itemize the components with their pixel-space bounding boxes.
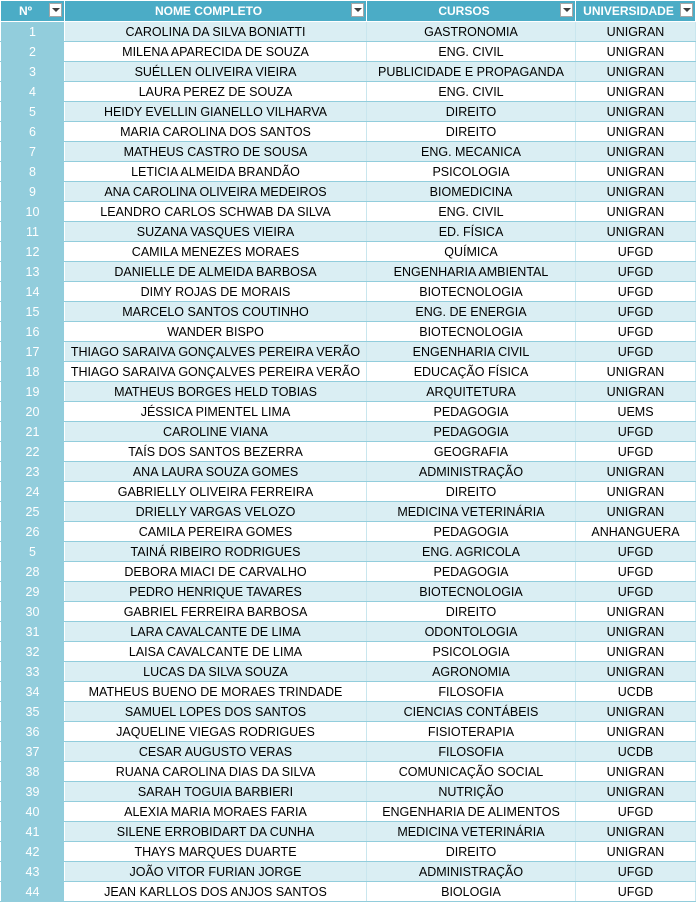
course-cell[interactable]: ADMINISTRAÇÃO: [367, 462, 576, 482]
row-number-cell[interactable]: 22: [1, 442, 65, 462]
row-number-cell[interactable]: 11: [1, 222, 65, 242]
row-number-cell[interactable]: 37: [1, 742, 65, 762]
university-cell[interactable]: UNIGRAN: [576, 382, 696, 402]
name-cell[interactable]: DEBORA MIACI DE CARVALHO: [65, 562, 367, 582]
university-cell[interactable]: UNIGRAN: [576, 762, 696, 782]
course-cell[interactable]: ENG. CIVIL: [367, 202, 576, 222]
university-cell[interactable]: UNIGRAN: [576, 102, 696, 122]
row-number-cell[interactable]: 1: [1, 22, 65, 42]
row-number-cell[interactable]: 31: [1, 622, 65, 642]
university-cell[interactable]: UNIGRAN: [576, 42, 696, 62]
filter-dropdown-icon[interactable]: [351, 3, 364, 17]
row-number-cell[interactable]: 26: [1, 522, 65, 542]
table-row: [1, 662, 696, 682]
name-cell[interactable]: MARIA CAROLINA DOS SANTOS: [65, 122, 367, 142]
table-row: [1, 102, 696, 122]
row-number-cell[interactable]: 23: [1, 462, 65, 482]
row-number-cell[interactable]: 5: [1, 542, 65, 562]
row-number-cell[interactable]: 15: [1, 302, 65, 322]
course-cell[interactable]: ED. FÍSICA: [367, 222, 576, 242]
filter-dropdown-icon[interactable]: [560, 3, 573, 17]
row-number-cell[interactable]: 24: [1, 482, 65, 502]
row-number-cell[interactable]: 28: [1, 562, 65, 582]
row-number-cell[interactable]: 6: [1, 122, 65, 142]
table-row: [1, 882, 696, 902]
name-cell[interactable]: PEDRO HENRIQUE TAVARES: [65, 582, 367, 602]
row-number-cell[interactable]: 32: [1, 642, 65, 662]
course-cell[interactable]: ENGENHARIA CIVIL: [367, 342, 576, 362]
course-cell[interactable]: ENG. MECANICA: [367, 142, 576, 162]
header-row: [1, 1, 696, 22]
name-cell[interactable]: ANA LAURA SOUZA GOMES: [65, 462, 367, 482]
name-cell[interactable]: SUÉLLEN OLIVEIRA VIEIRA: [65, 62, 367, 82]
university-cell[interactable]: UNIGRAN: [576, 602, 696, 622]
name-cell[interactable]: MILENA APARECIDA DE SOUZA: [65, 42, 367, 62]
university-cell[interactable]: UNIGRAN: [576, 842, 696, 862]
name-cell[interactable]: JAQUELINE VIEGAS RODRIGUES: [65, 722, 367, 742]
course-cell[interactable]: FILOSOFIA: [367, 682, 576, 702]
table-row: [1, 522, 696, 542]
table-row: [1, 122, 696, 142]
row-number-cell[interactable]: 30: [1, 602, 65, 622]
table-row: [1, 582, 696, 602]
row-number-cell[interactable]: 18: [1, 362, 65, 382]
name-cell[interactable]: WANDER BISPO: [65, 322, 367, 342]
table-row: [1, 382, 696, 402]
column-header-label: NOME COMPLETO: [154, 4, 263, 18]
name-cell[interactable]: JOÃO VITOR FURIAN JORGE: [65, 862, 367, 882]
university-cell[interactable]: UFGD: [576, 582, 696, 602]
university-cell[interactable]: UNIGRAN: [576, 62, 696, 82]
column-header-university: [576, 1, 696, 22]
university-cell[interactable]: UNIGRAN: [576, 622, 696, 642]
course-cell[interactable]: ENGENHARIA DE ALIMENTOS: [367, 802, 576, 822]
table-row: [1, 722, 696, 742]
table-row: [1, 62, 696, 82]
course-cell[interactable]: BIOTECNOLOGIA: [367, 322, 576, 342]
table-row: [1, 702, 696, 722]
course-cell[interactable]: PUBLICIDADE E PROPAGANDA: [367, 62, 576, 82]
table-row: [1, 82, 696, 102]
row-number-cell[interactable]: 38: [1, 762, 65, 782]
university-cell[interactable]: UNIGRAN: [576, 642, 696, 662]
table-row: [1, 42, 696, 62]
university-cell[interactable]: UNIGRAN: [576, 22, 696, 42]
university-cell[interactable]: UFGD: [576, 322, 696, 342]
row-number-cell[interactable]: 29: [1, 582, 65, 602]
row-number-cell[interactable]: 25: [1, 502, 65, 522]
filter-dropdown-icon[interactable]: [49, 3, 62, 17]
row-number-cell[interactable]: 17: [1, 342, 65, 362]
name-cell[interactable]: CAMILA MENEZES MORAES: [65, 242, 367, 262]
course-cell[interactable]: ENG. CIVIL: [367, 82, 576, 102]
name-cell[interactable]: MATHEUS BUENO DE MORAES TRINDADE: [65, 682, 367, 702]
row-number-cell[interactable]: 4: [1, 82, 65, 102]
table-row: [1, 282, 696, 302]
name-cell[interactable]: CAROLINA DA SILVA BONIATTI: [65, 22, 367, 42]
table-row: [1, 542, 696, 562]
table-row: [1, 162, 696, 182]
table-row: [1, 342, 696, 362]
name-cell[interactable]: SILENE ERROBIDART DA CUNHA: [65, 822, 367, 842]
row-number-cell[interactable]: 40: [1, 802, 65, 822]
table-row: [1, 782, 696, 802]
row-number-cell[interactable]: 10: [1, 202, 65, 222]
name-cell[interactable]: LEANDRO CARLOS SCHWAB DA SILVA: [65, 202, 367, 222]
course-cell[interactable]: MEDICINA VETERINÁRIA: [367, 502, 576, 522]
university-cell[interactable]: UNIGRAN: [576, 362, 696, 382]
name-cell[interactable]: LUCAS DA SILVA SOUZA: [65, 662, 367, 682]
course-cell[interactable]: PEDAGOGIA: [367, 522, 576, 542]
table-row: [1, 602, 696, 622]
table-row: [1, 482, 696, 502]
university-cell[interactable]: UFGD: [576, 562, 696, 582]
university-cell[interactable]: UFGD: [576, 882, 696, 902]
university-cell[interactable]: UFGD: [576, 422, 696, 442]
table-row: [1, 442, 696, 462]
name-cell[interactable]: LAURA PEREZ DE SOUZA: [65, 82, 367, 102]
table-row: [1, 642, 696, 662]
row-number-cell[interactable]: 13: [1, 262, 65, 282]
table-row: [1, 422, 696, 442]
table-body: [1, 22, 696, 902]
course-cell[interactable]: BIOTECNOLOGIA: [367, 282, 576, 302]
university-cell[interactable]: UFGD: [576, 262, 696, 282]
table-row: [1, 562, 696, 582]
university-cell[interactable]: UFGD: [576, 862, 696, 882]
name-cell[interactable]: GABRIELLY OLIVEIRA FERREIRA: [65, 482, 367, 502]
row-number-cell[interactable]: 36: [1, 722, 65, 742]
table-row: [1, 22, 696, 42]
row-number-cell[interactable]: 2: [1, 42, 65, 62]
table-row: [1, 402, 696, 422]
course-cell[interactable]: DIREITO: [367, 482, 576, 502]
name-cell[interactable]: MATHEUS BORGES HELD TOBIAS: [65, 382, 367, 402]
table-row: [1, 622, 696, 642]
course-cell[interactable]: GEOGRAFIA: [367, 442, 576, 462]
name-cell[interactable]: CAMILA PEREIRA GOMES: [65, 522, 367, 542]
course-cell[interactable]: BIOMEDICINA: [367, 182, 576, 202]
university-cell[interactable]: UNIGRAN: [576, 702, 696, 722]
row-number-cell[interactable]: 3: [1, 62, 65, 82]
row-number-cell[interactable]: 34: [1, 682, 65, 702]
name-cell[interactable]: JEAN KARLLOS DOS ANJOS SANTOS: [65, 882, 367, 902]
row-number-cell[interactable]: 8: [1, 162, 65, 182]
university-cell[interactable]: UEMS: [576, 402, 696, 422]
row-number-cell[interactable]: 5: [1, 102, 65, 122]
name-cell[interactable]: DRIELLY VARGAS VELOZO: [65, 502, 367, 522]
university-cell[interactable]: UFGD: [576, 802, 696, 822]
table-row: [1, 802, 696, 822]
course-cell[interactable]: ADMINISTRAÇÃO: [367, 862, 576, 882]
name-cell[interactable]: THAYS MARQUES DUARTE: [65, 842, 367, 862]
row-number-cell[interactable]: 42: [1, 842, 65, 862]
university-cell[interactable]: UNIGRAN: [576, 222, 696, 242]
course-cell[interactable]: AGRONOMIA: [367, 662, 576, 682]
university-cell[interactable]: UNIGRAN: [576, 182, 696, 202]
course-cell[interactable]: ENGENHARIA AMBIENTAL: [367, 262, 576, 282]
filter-dropdown-icon[interactable]: [680, 3, 693, 17]
row-number-cell[interactable]: 33: [1, 662, 65, 682]
course-cell[interactable]: GASTRONOMIA: [367, 22, 576, 42]
name-cell[interactable]: MARCELO SANTOS COUTINHO: [65, 302, 367, 322]
course-cell[interactable]: MEDICINA VETERINÁRIA: [367, 822, 576, 842]
course-cell[interactable]: NUTRIÇÃO: [367, 782, 576, 802]
course-cell[interactable]: FISIOTERAPIA: [367, 722, 576, 742]
row-number-cell[interactable]: 9: [1, 182, 65, 202]
row-number-cell[interactable]: 41: [1, 822, 65, 842]
university-cell[interactable]: UCDB: [576, 742, 696, 762]
name-cell[interactable]: CESAR AUGUSTO VERAS: [65, 742, 367, 762]
university-cell[interactable]: UNIGRAN: [576, 82, 696, 102]
name-cell[interactable]: GABRIEL FERREIRA BARBOSA: [65, 602, 367, 622]
table-row: [1, 262, 696, 282]
university-cell[interactable]: UNIGRAN: [576, 722, 696, 742]
course-cell[interactable]: PSICOLOGIA: [367, 642, 576, 662]
course-cell[interactable]: CIENCIAS CONTÁBEIS: [367, 702, 576, 722]
course-cell[interactable]: ODONTOLOGIA: [367, 622, 576, 642]
university-cell[interactable]: UNIGRAN: [576, 142, 696, 162]
course-cell[interactable]: QUÍMICA: [367, 242, 576, 262]
column-header-name: [65, 1, 367, 22]
name-cell[interactable]: THIAGO SARAIVA GONÇALVES PEREIRA VERÃO: [65, 362, 367, 382]
course-cell[interactable]: PEDAGOGIA: [367, 562, 576, 582]
course-cell[interactable]: PEDAGOGIA: [367, 402, 576, 422]
course-cell[interactable]: ENG. AGRICOLA: [367, 542, 576, 562]
university-cell[interactable]: UNIGRAN: [576, 782, 696, 802]
university-cell[interactable]: UFGD: [576, 342, 696, 362]
course-cell[interactable]: ENG. DE ENERGIA: [367, 302, 576, 322]
name-cell[interactable]: SAMUEL LOPES DOS SANTOS: [65, 702, 367, 722]
university-cell[interactable]: UNIGRAN: [576, 502, 696, 522]
university-cell[interactable]: UFGD: [576, 542, 696, 562]
column-header-label: Nº: [18, 4, 33, 18]
table-row: [1, 502, 696, 522]
university-cell[interactable]: UNIGRAN: [576, 462, 696, 482]
name-cell[interactable]: TAINÁ RIBEIRO RODRIGUES: [65, 542, 367, 562]
university-cell[interactable]: UFGD: [576, 302, 696, 322]
row-number-cell[interactable]: 7: [1, 142, 65, 162]
row-number-cell[interactable]: 20: [1, 402, 65, 422]
name-cell[interactable]: ANA CAROLINA OLIVEIRA MEDEIROS: [65, 182, 367, 202]
row-number-cell[interactable]: 16: [1, 322, 65, 342]
course-cell[interactable]: ENG. CIVIL: [367, 42, 576, 62]
university-cell[interactable]: UFGD: [576, 242, 696, 262]
university-cell[interactable]: UNIGRAN: [576, 162, 696, 182]
table-row: [1, 862, 696, 882]
row-number-cell[interactable]: 43: [1, 862, 65, 882]
course-cell[interactable]: FILOSOFIA: [367, 742, 576, 762]
table-row: [1, 762, 696, 782]
table-row: [1, 842, 696, 862]
table-row: [1, 462, 696, 482]
table-row: [1, 242, 696, 262]
university-cell[interactable]: UFGD: [576, 282, 696, 302]
name-cell[interactable]: TAÍS DOS SANTOS BEZERRA: [65, 442, 367, 462]
name-cell[interactable]: DANIELLE DE ALMEIDA BARBOSA: [65, 262, 367, 282]
row-number-cell[interactable]: 14: [1, 282, 65, 302]
university-cell[interactable]: ANHANGUERA: [576, 522, 696, 542]
table-row: [1, 742, 696, 762]
name-cell[interactable]: THIAGO SARAIVA GONÇALVES PEREIRA VERÃO: [65, 342, 367, 362]
university-cell[interactable]: UNIGRAN: [576, 202, 696, 222]
name-cell[interactable]: SUZANA VASQUES VIEIRA: [65, 222, 367, 242]
table-row: [1, 142, 696, 162]
course-cell[interactable]: DIREITO: [367, 842, 576, 862]
table-row: [1, 182, 696, 202]
table-row: [1, 222, 696, 242]
name-cell[interactable]: LETICIA ALMEIDA BRANDÃO: [65, 162, 367, 182]
course-cell[interactable]: PSICOLOGIA: [367, 162, 576, 182]
course-cell[interactable]: DIREITO: [367, 102, 576, 122]
university-cell[interactable]: UCDB: [576, 682, 696, 702]
name-cell[interactable]: HEIDY EVELLIN GIANELLO VILHARVA: [65, 102, 367, 122]
table-row: [1, 682, 696, 702]
name-cell[interactable]: LAISA CAVALCANTE DE LIMA: [65, 642, 367, 662]
course-cell[interactable]: COMUNICAÇÃO SOCIAL: [367, 762, 576, 782]
course-cell[interactable]: EDUCAÇÃO FÍSICA: [367, 362, 576, 382]
university-cell[interactable]: UNIGRAN: [576, 662, 696, 682]
table-row: [1, 302, 696, 322]
course-cell[interactable]: BIOLOGIA: [367, 882, 576, 902]
table-row: [1, 322, 696, 342]
name-cell[interactable]: SARAH TOGUIA BARBIERI: [65, 782, 367, 802]
university-cell[interactable]: UNIGRAN: [576, 482, 696, 502]
column-header-label: CURSOS: [438, 4, 490, 18]
name-cell[interactable]: RUANA CAROLINA DIAS DA SILVA: [65, 762, 367, 782]
row-number-cell[interactable]: 39: [1, 782, 65, 802]
row-number-cell[interactable]: 21: [1, 422, 65, 442]
course-cell[interactable]: DIREITO: [367, 602, 576, 622]
name-cell[interactable]: ALEXIA MARIA MORAES FARIA: [65, 802, 367, 822]
name-cell[interactable]: JÉSSICA PIMENTEL LIMA: [65, 402, 367, 422]
row-number-cell[interactable]: 19: [1, 382, 65, 402]
row-number-cell[interactable]: 35: [1, 702, 65, 722]
course-cell[interactable]: ARQUITETURA: [367, 382, 576, 402]
column-header-course: [367, 1, 576, 22]
row-number-cell[interactable]: 12: [1, 242, 65, 262]
course-cell[interactable]: DIREITO: [367, 122, 576, 142]
university-cell[interactable]: UFGD: [576, 442, 696, 462]
university-cell[interactable]: UNIGRAN: [576, 822, 696, 842]
column-header-label: UNIVERSIDADE: [583, 4, 674, 18]
course-cell[interactable]: PEDAGOGIA: [367, 422, 576, 442]
name-cell[interactable]: LARA CAVALCANTE DE LIMA: [65, 622, 367, 642]
table-row: [1, 822, 696, 842]
name-cell[interactable]: MATHEUS CASTRO DE SOUSA: [65, 142, 367, 162]
table-row: [1, 362, 696, 382]
university-cell[interactable]: UNIGRAN: [576, 122, 696, 142]
column-header-number: [1, 1, 65, 22]
row-number-cell[interactable]: 44: [1, 882, 65, 902]
name-cell[interactable]: CAROLINE VIANA: [65, 422, 367, 442]
course-cell[interactable]: BIOTECNOLOGIA: [367, 582, 576, 602]
table-row: [1, 202, 696, 222]
name-cell[interactable]: DIMY ROJAS DE MORAIS: [65, 282, 367, 302]
